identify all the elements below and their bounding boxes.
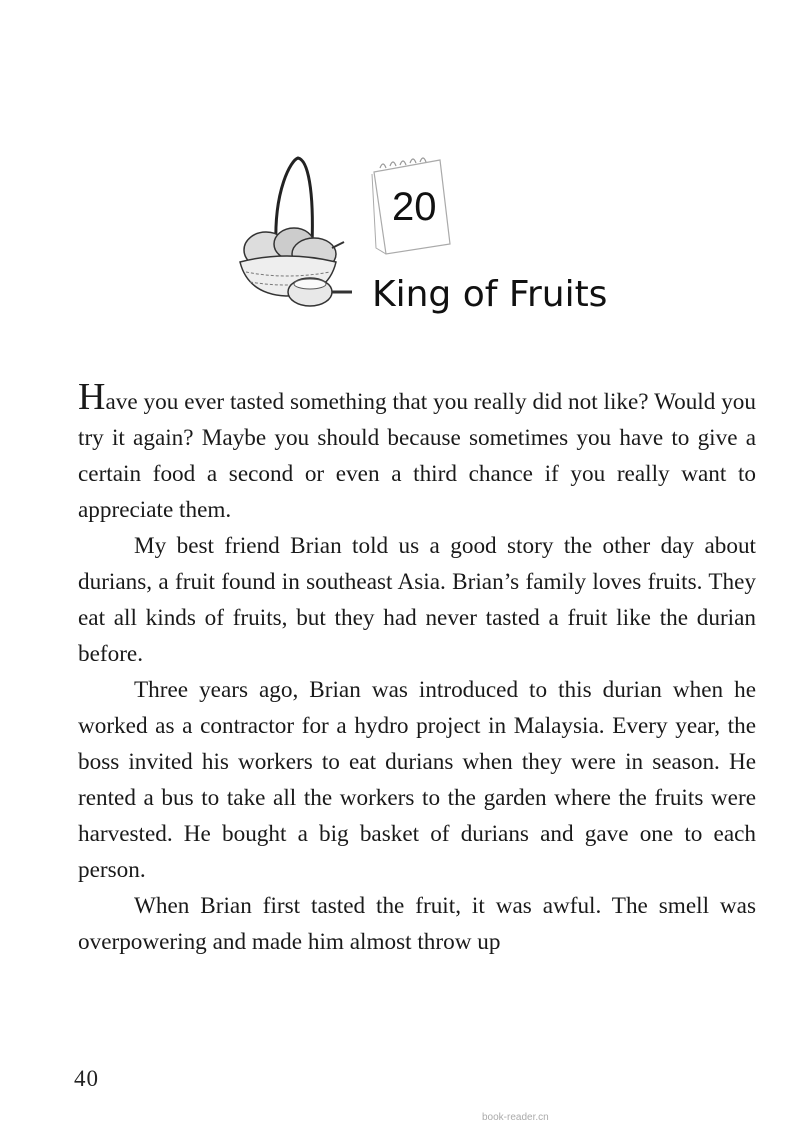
dropcap: H <box>78 376 106 418</box>
watermark: book-reader.cn <box>482 1112 549 1123</box>
chapter-body <box>78 376 756 960</box>
paragraph-3: Three years ago, Brian was introduced to this durian when he worked as a contractor for a hydro project in Malaysia. Every year, the boss invited his workers to eat durians when they were in season. He rented a bus to take all the workers to the garden where the fruits were harvested. He bought a big basket of durians and gave one to each person. <box>78 677 756 883</box>
chapter-number: 20 <box>392 185 437 229</box>
paragraph-2: My best friend Brian told us a good story the other day about durians, a fruit found in southeast Asia. Brian’s family loves fruits. They eat all kinds of fruits, but they had never tasted a fruit like the durian before. <box>78 533 756 667</box>
page-number: 40 <box>74 1066 99 1091</box>
paragraph-1: Have you ever tasted something that you really did not like? Would you try it again? Maybe you should because sometimes you have to give a certain food a second or even a third chance if you really want to appreciate them. <box>78 376 756 523</box>
paragraph-4: When Brian first tasted the fruit, it was awful. The smell was overpowering and made him almost throw up <box>78 893 756 955</box>
chapter-title: King of Fruits <box>372 274 608 315</box>
fruit-basket-icon <box>236 150 366 320</box>
